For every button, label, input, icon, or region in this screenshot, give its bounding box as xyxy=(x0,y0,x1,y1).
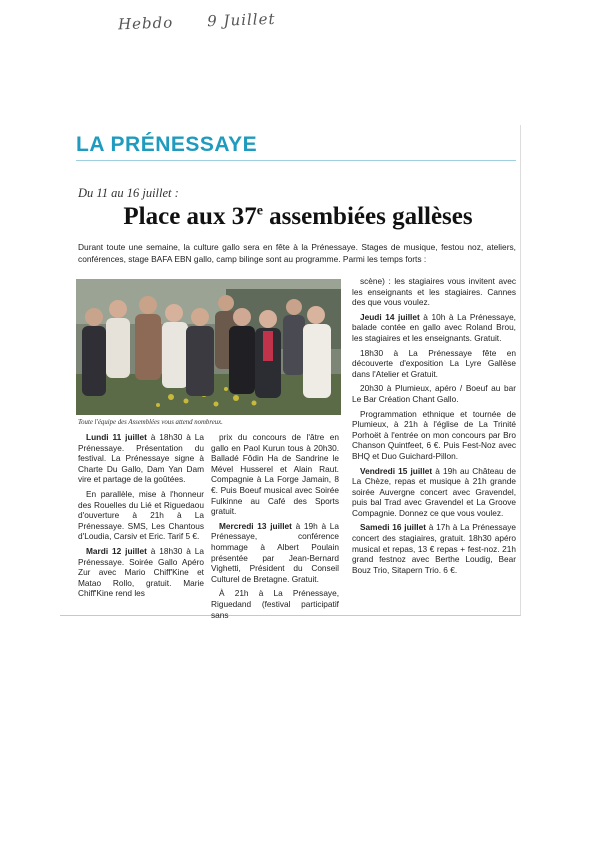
paragraph xyxy=(211,432,339,517)
paragraph-lead: Mercredi 13 juillet xyxy=(219,520,292,531)
paragraph xyxy=(352,522,516,575)
paragraph-text: à 19h à La Prénessaye, conférence hommage à Albert Poulain présentée par Jean-Bernard Vighetti, Président du Conseil Culturel de Bretagne. Gratuit. xyxy=(211,520,339,584)
paragraph-text: En parallèle, mise à l'honneur des Rouelles du Lié et Riguedaou d'ouverture à 21h à La Prénessaye. SMS, Les Chantous d'Loudia, Carsiv et Eric. Tarif 5 €. xyxy=(78,488,204,542)
paragraph xyxy=(352,466,516,519)
paragraph-text: prix du concours de l'âtre en gallo en Paol Kurun tous à 20h30. Balladé Fôdin Ha de Sandrine le Mével Husserel et Alain Raut. Compagnie à La Forge Jamain, 8 €. Puis Boeuf musical avec Soirée Fulkinne au Café des Sports gratuit. xyxy=(211,432,339,517)
paragraph xyxy=(78,489,204,542)
section-divider xyxy=(76,160,516,161)
article-headline xyxy=(78,203,518,231)
paragraph xyxy=(352,409,516,462)
paragraph-text: à 17h à La Prénessaye concert des stagiaires, gratuit. 18h30 apéro musical et repas, 13 € repas + fest-noz. 21h grand festnoz avec Berthe Loudig, Bear Bouz Trio, Sitapern Trio. 6 €. xyxy=(352,522,517,575)
group-photo xyxy=(76,279,341,415)
paragraph xyxy=(211,521,339,585)
paragraph-text: Programmation ethnique et tournée de Plumieux, à 21h à l'église de La Trinité Porhoët à l'entrée on mon concours par Bro Chanson Quintfeet, 6 €. Puis Fest-Noz avec BHQ et Duo Guichard-Pillon. xyxy=(352,408,516,461)
handwritten-note-date: 9 Juillet xyxy=(206,9,276,31)
paragraph xyxy=(352,383,516,404)
article-column-1 xyxy=(78,432,204,603)
paragraph-lead: Mardi 12 juillet xyxy=(86,545,147,556)
paragraph xyxy=(352,276,516,308)
paragraph-text: scène) : les stagiaires vous invitent avec les enseignants et les stagiaires. Cannes des que vous voulez. xyxy=(352,276,516,308)
headline-rest: assembiées gallèses xyxy=(262,203,473,230)
paragraph xyxy=(78,432,204,485)
paragraph xyxy=(352,348,516,380)
article-kicker: Du 11 au 16 juillet : xyxy=(78,186,179,200)
handwritten-note-publication: Hebdo xyxy=(117,13,174,34)
paragraph-text: À 21h à La Prénessaye, Riguedand (festival participatif sans xyxy=(211,588,339,620)
article-lead: Durant toute une semaine, la culture gallo sera en fête à la Prénessaye. Stages de musique, festou noz, ateliers, conférences, stage BAFA EBN gallo, camp bilinge sont au programme. Parmi les temps forts : xyxy=(78,242,516,264)
article-column-3 xyxy=(352,276,516,579)
paragraph-lead: Lundi 11 juillet xyxy=(86,432,147,442)
paragraph xyxy=(78,546,204,599)
article-column-2 xyxy=(211,432,339,624)
paragraph-text: à 10h à La Prénessaye, balade contée en gallo avec Roland Brou, les stagiaires et les enseignants. Gratuit. xyxy=(352,311,516,343)
paragraph xyxy=(211,588,339,620)
paragraph-lead: Jeudi 14 juillet xyxy=(360,311,420,322)
paragraph-text: à 18h30 à La Prénessaye. Présentation du festival. La Prénessaye signe à Charte Du Gallo, Dam Yan Dam vire et partage de la goûtées. xyxy=(78,432,205,485)
section-title: LA PRÉNESSAYE xyxy=(76,133,258,156)
paragraph-text: à 19h au Château de La Chèze, repas et musique à 21h grande soirée Auvergne concert avec Gravendel, puis bal Trad avec Gravendel et La Groove Compagnie. Donnez ce que vous voulez. xyxy=(352,465,516,518)
paragraph-lead: Vendredi 15 juillet xyxy=(360,465,433,476)
group-photo-illustration xyxy=(76,279,341,415)
paragraph-text: 18h30 à La Prénessaye fête en découverte d'exposition La Lyre Gallèse dans l'Atelier et Gratuit. xyxy=(352,347,516,379)
handwritten-note xyxy=(118,9,310,34)
headline-main: Place aux 37 xyxy=(123,203,257,230)
photo-caption: Toute l'équipe des Assemblées vous attend nombreux. xyxy=(78,419,223,426)
paragraph xyxy=(352,312,516,344)
headline-superscript: e xyxy=(256,203,263,219)
paragraph-text: 20h30 à Plumieux, apéro / Boeuf au bar Le Bar Création Chant Gallo. xyxy=(352,383,516,404)
paragraph-text: à 18h30 à La Prénessaye. Soirée Gallo Apéro Zur avec Mario Chiff'Kine et Matao Rollo, gratuit. Marie Chiff'Kine rend les xyxy=(78,545,204,599)
paragraph-lead: Samedi 16 juillet xyxy=(360,522,426,533)
